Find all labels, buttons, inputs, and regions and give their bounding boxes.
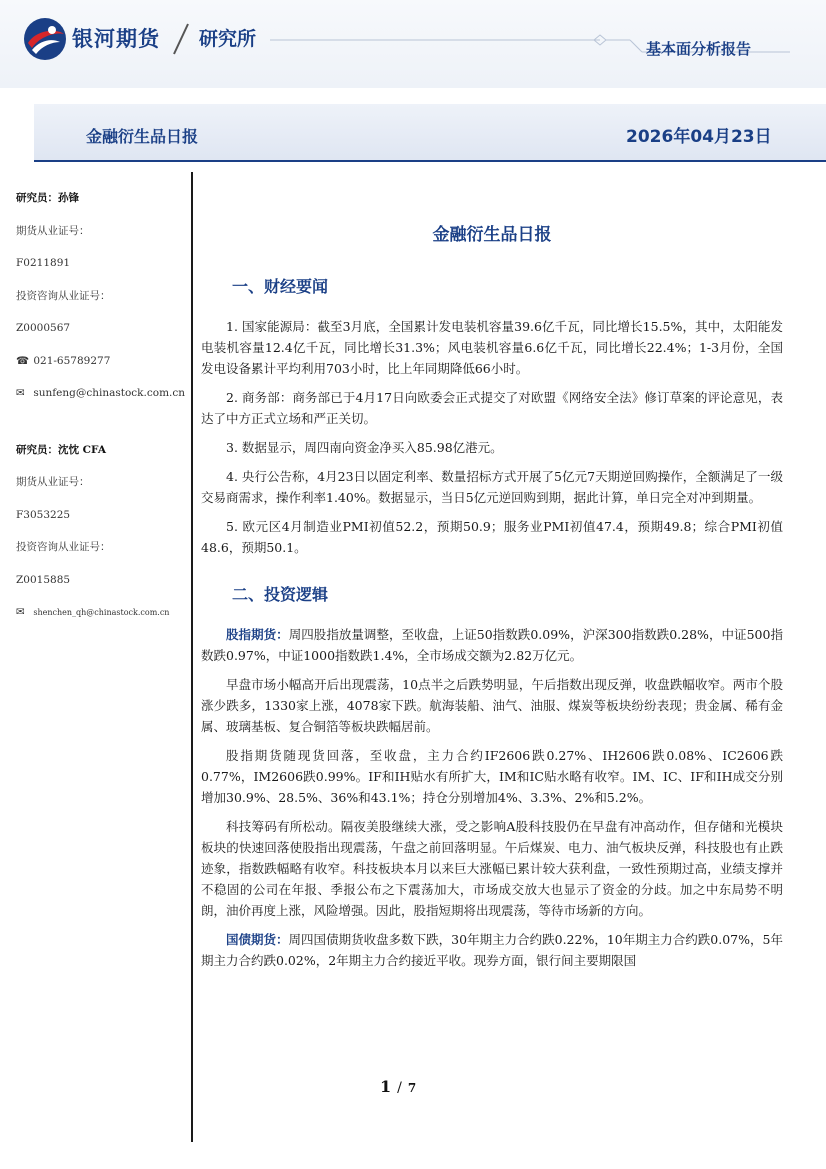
stock-index-paragraph: 股指期货：周四股指放量调整，至收盘，上证50指数跌0.09%，沪深300指数跌0.28%，中证500指数跌0.97%，中证1000指数跌1.4%，全市场成交额为2.82万亿元。 [201,627,783,663]
consult-license-label: 投资咨询从业证号： [16,541,111,553]
treasury-paragraph: 国债期货：周四国债期货收盘多数下跌，30年期主力合约跌0.22%，10年期主力合约跌0.07%，5年期主力合约跌0.02%，2年期主力合约接近平收。现券方面，银行间主要期限国 [201,932,783,968]
paragraph-lead: 国债期货： [226,932,289,947]
section-heading-logic: 二、投资逻辑 [232,585,329,604]
consult-license-label: 投资咨询从业证号： [16,289,111,302]
galaxy-logo-icon [22,16,68,62]
report-date: 2026年04月23日 [626,127,772,147]
analyst-name: 研究员：孙锋 [16,192,79,204]
analyst-email[interactable] [16,385,184,418]
envelope-icon: ✉ [16,606,25,618]
news-item: 5. 欧元区4月制造业PMI初值52.2，预期50.9；服务业PMI初值47.4，预期49.8；综合PMI初值48.6，预期50.1。 [201,519,783,555]
page-separator: / [397,1080,402,1096]
news-item: 2. 商务部：商务部已于4月17日向欧委会正式提交了对欧盟《网络安全法》修订草案的评论意见，表达了中方正式立场和严正关切。 [201,390,783,426]
news-item: 4. 央行公告称，4月23日以固定利率、数量招标方式开展了5亿元7天期逆回购操作，全额满足了一级交易商需求，操作利率1.40%。数据显示，当日5亿元逆回购到期，据此计算，单日完全对冲到期量。 [201,469,783,505]
futures-license-id: F0211891 [16,257,71,269]
futures-paragraph: 股指期货随现货回落，至收盘，主力合约IF2606跌0.27%、IH2606跌0.08%、IC2606跌0.77%，IM2606跌0.99%。IF和IH贴水有所扩大，IM和IC贴水略有收窄。IM、IC、IF和IH成交分别增加30.9%、28.5%、36%和43.1%；持仓分别增加4%、3.3%、2%和5.2%。 [201,748,783,805]
brand-divider [170,22,192,56]
consult-license-id: Z0000567 [16,322,71,334]
brand-name: 银河期货 [72,27,160,51]
email-address[interactable]: shenchen_qh@chinastock.com.cn [33,608,170,617]
phone-icon: ☎ [16,354,30,367]
news-item: 1. 国家能源局：截至3月底，全国累计发电装机容量39.6亿千瓦，同比增长15.5%，其中，太阳能发电装机容量12.4亿千瓦，同比增长31.3%；风电装机容量6.6亿千瓦，同比增长22.4%；1-3月份，全国发电设备累计平均利用703小时，比上年同期降低66小时。 [201,319,783,376]
section-heading-news: 一、财经要闻 [232,277,329,296]
futures-license-label: 期货从业证号： [16,224,90,237]
outlook-paragraph: 科技筹码有所松动。隔夜美股继续大涨，受之影响A股科技股仍在早盘有冲高动作，但存储和光模块板块的快速回落使股指出现震荡，午盘之前回落明显。午后煤炭、电力、油气板块反弹，科技股也有止跌迹象，指数跌幅略有收窄。科技板块本月以来巨大涨幅已累计较大获利盘，一致性预期过高，业绩支撑并不稳固的公司在年报、季报公布之下震荡加大，市场成交放大也显示了资金的分歧。加之中东局势不明朗，油价再度上涨，风险增强。因此，股指短期将出现震荡，等待市场新的方向。 [201,819,783,918]
market-paragraph: 早盘市场小幅高开后出现震荡，10点半之后跌势明显，午后指数出现反弹，收盘跌幅收窄。两市个股涨少跌多，1330家上涨，4078家下跌。航海装船、油气、油服、煤炭等板块纷纷表现；贵金属、稀有金属、玻璃基板、复合铜箔等板块跌幅居前。 [201,677,783,734]
analyst-sidebar [16,190,184,637]
report-body [201,220,783,979]
phone-number: 021-65789277 [33,354,111,367]
page-number [380,1077,416,1096]
sidebar-divider [191,172,193,1142]
total-pages: 7 [407,1081,417,1095]
futures-license-label: 期货从业证号： [16,476,90,488]
email-address[interactable]: sunfeng@chinastock.com.cn [33,387,186,399]
futures-license-id: F3053225 [16,508,71,521]
analyst-name: 研究员：沈忱 CFA [16,443,106,456]
document-title: 金融衍生品日报 [432,225,552,245]
department-name: 研究所 [199,28,257,50]
current-page: 1 [380,1077,392,1096]
analyst-phone [16,353,184,386]
envelope-icon: ✉ [16,387,25,399]
analyst-email[interactable] [16,604,184,637]
consult-license-id: Z0015885 [16,573,71,586]
report-title-bar [34,104,826,162]
news-item: 3. 数据显示，周四南向资金净买入85.98亿港元。 [226,440,503,455]
report-type: 基本面分析报告 [646,40,752,58]
paragraph-lead: 股指期货： [226,627,289,642]
report-name: 金融衍生品日报 [86,127,199,146]
